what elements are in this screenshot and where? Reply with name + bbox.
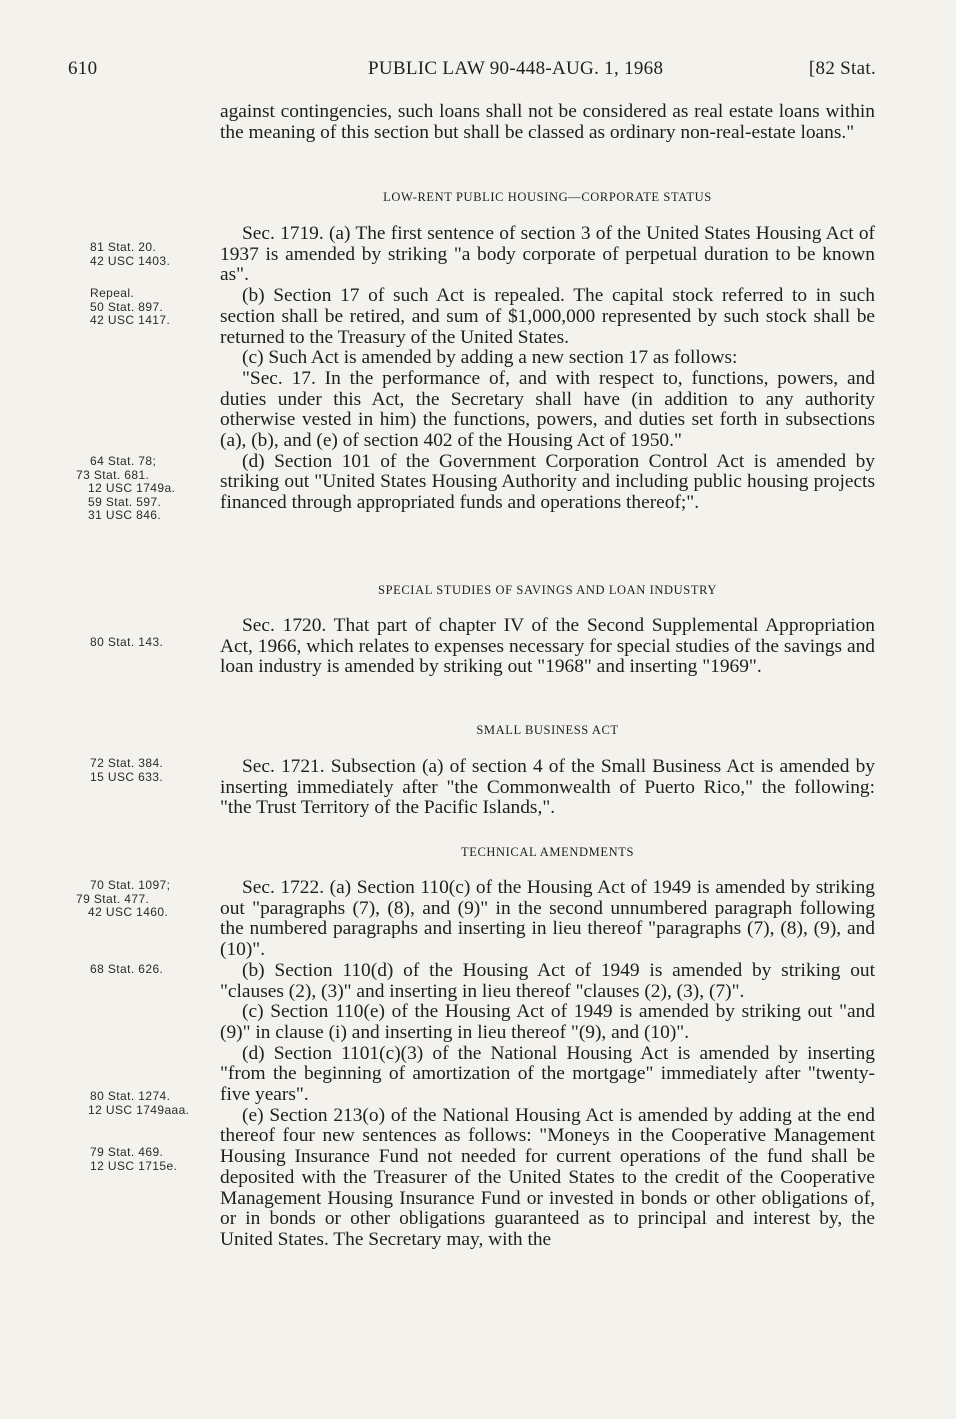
page-number: 610 (68, 58, 98, 79)
margin-note-line: 79 Stat. 477. (76, 891, 150, 906)
section-heading: SMALL BUSINESS ACT (476, 723, 619, 737)
margin-note-line: 12 USC 1749aaa. (88, 1102, 190, 1117)
margin-note-line: 12 USC 1749a. (88, 481, 176, 496)
margin-note-line: 42 USC 1417. (90, 313, 171, 328)
margin-note-line: 31 USC 846. (88, 508, 162, 523)
paragraph: (e) Section 213(o) of the National Housing Act is amended by adding at the end thereof four new sentences as follows: "Moneys in the Cooperative Management Housing Insurance Fund not needed for current operations of the fund shall be deposited with the Treasurer of the United States to the credit of the Cooperative Management Housing Insurance Fund or invested in bonds or other obligations of, or in bonds or other obligations guaranteed as to principal and interest by, the United States. The Secretary may, with the (220, 1104, 875, 1250)
margin-note-line: 72 Stat. 384. (90, 756, 164, 770)
running-title: PUBLIC LAW 90-448-AUG. 1, 1968 (368, 58, 664, 79)
margin-note-line: 42 USC 1403. (90, 253, 171, 268)
margin-note (90, 963, 238, 977)
margin-note-line: Repeal. (90, 286, 135, 300)
paragraph: (b) Section 110(d) of the Housing Act of 1949 is amended by striking out "clauses (2), (3)" and inserting in lieu thereof "clauses (2), (3), (7)". (220, 959, 875, 1002)
paragraph: (c) Such Act is amended by adding a new section 17 as follows: (242, 347, 738, 369)
margin-note (90, 241, 238, 268)
paragraph: (d) Section 1101(c)(3) of the National Housing Act is amended by inserting "from the beginning of amortization of the mortgage" immediately after "twenty-five years". (220, 1042, 875, 1106)
paragraph: Sec. 1720. That part of chapter IV of the Second Supplemental Appropriation Act, 1966, which relates to expenses necessary for special studies of the savings and loan industry is amended by striking out "1968" and inserting "1969". (220, 615, 875, 678)
margin-note-line: 12 USC 1715e. (90, 1158, 178, 1173)
margin-note-line: 59 Stat. 597. (88, 494, 162, 509)
section-1721 (220, 757, 875, 819)
margin-note-line: 50 Stat. 897. (90, 299, 164, 314)
margin-note-line: 68 Stat. 626. (90, 962, 164, 976)
margin-note (88, 1090, 236, 1117)
statute-citation: [82 Stat. (808, 58, 876, 79)
margin-note-line: 80 Stat. 1274. (90, 1089, 171, 1103)
section-heading: TECHNICAL AMENDMENTS (461, 845, 634, 859)
margin-note-line: 42 USC 1460. (88, 905, 169, 920)
margin-note-line: 80 Stat. 143. (90, 635, 164, 649)
margin-note-line: 15 USC 633. (90, 769, 164, 784)
margin-note-line: 81 Stat. 20. (90, 240, 157, 254)
paragraph: "Sec. 17. In the performance of, and with respect to, functions, powers, and duties under this Act, the Secretary shall have (in addition to any authority otherwise vested in him) the functions, powers, and duties set forth in subsections (a), (b), and (e) of section 402 of the Housing Act of 1950." (220, 367, 875, 452)
margin-note (90, 757, 238, 784)
margin-note (90, 1146, 238, 1173)
margin-note (76, 455, 224, 523)
margin-note-line: 64 Stat. 78; (90, 454, 157, 468)
paragraph: (c) Section 110(e) of the Housing Act of 1949 is amended by striking out "and (9)" in clause (i) and inserting in lieu thereof "(9), and (10)". (220, 1001, 875, 1043)
margin-note (90, 287, 238, 328)
paragraph: (b) Section 17 of such Act is repealed. The capital stock referred to in such section shall be retired, and sum of $1,000,000 represented by such stock shall be returned to the Treasury of the United States. (220, 285, 875, 348)
section-1719 (220, 224, 875, 514)
margin-note-line: 73 Stat. 681. (76, 467, 150, 482)
section-1722 (220, 878, 875, 1251)
paragraph: Sec. 1722. (a) Section 110(c) of the Housing Act of 1949 is amended by striking out "paragraphs (7), (8), and (9)" in the second unnumbered paragraph following the numbered paragraphs and inserting in lieu thereof "paragraphs (7), (8), (9), and (10)". (220, 877, 875, 961)
section-heading: LOW-RENT PUBLIC HOUSING—CORPORATE STATUS (383, 190, 712, 204)
paragraph: (d) Section 101 of the Government Corporation Control Act is amended by striking out "United States Housing Authority and including public housing projects financed through appropriated funds and operations thereof;". (220, 450, 875, 514)
paragraph: against contingencies, such loans shall not be considered as real estate loans within the meaning of this section but shall be classed as ordinary non-real-estate loans." (220, 101, 875, 143)
margin-note-line: 79 Stat. 469. (90, 1145, 164, 1159)
section-heading: SPECIAL STUDIES OF SAVINGS AND LOAN INDUSTRY (378, 583, 717, 597)
carryover-paragraph (220, 102, 875, 143)
paragraph: Sec. 1719. (a) The first sentence of section 3 of the United States Housing Act of 1937 is amended by striking "a body corporate of perpetual duration to be known as". (220, 223, 875, 286)
margin-note (76, 879, 224, 920)
paragraph: Sec. 1721. Subsection (a) of section 4 of the Small Business Act is amended by inserting immediately after "the Commonwealth of Puerto Rico," the following: "the Trust Territory of the Pacific Islands,". (220, 756, 875, 819)
margin-note (90, 636, 238, 650)
margin-note-line: 70 Stat. 1097; (90, 878, 171, 892)
section-1720 (220, 616, 875, 678)
